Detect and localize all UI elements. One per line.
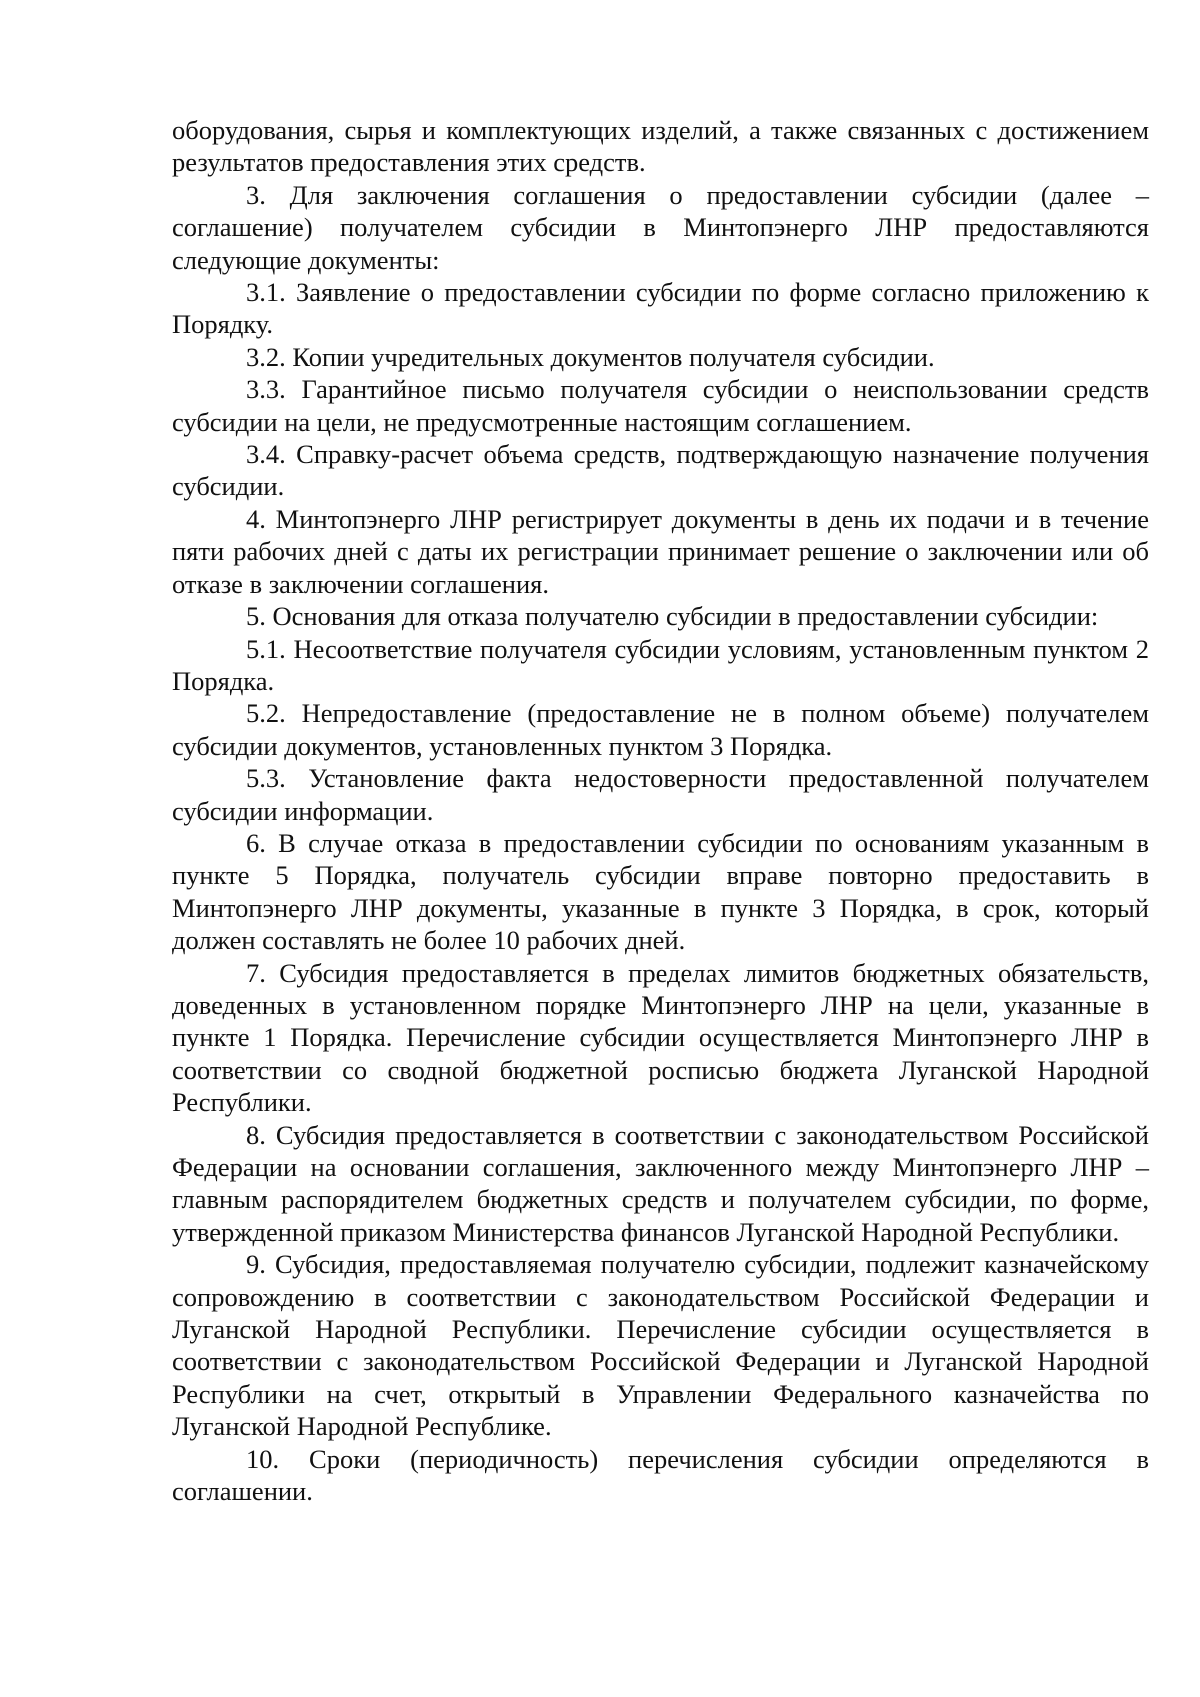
paragraph-continuation: оборудования, сырья и комплектующих изделий, а также связанных с достижением результатов предоставления этих средств. — [172, 115, 1149, 178]
paragraph-10: 10. Сроки (периодичность) перечисления субсидии определяются в соглашении. — [172, 1443, 1149, 1507]
paragraph-3-1: 3.1. Заявление о предоставлении субсидии по форме согласно приложению к Порядку. — [172, 277, 1149, 340]
paragraph-7: 7. Субсидия предоставляется в пределах лимитов бюджетных обязательств, доведенных в установленном порядке Минтопэнерго ЛНР на цели, указанные в пункте 1 Порядка. Перечисление субсидии осуществляется Минтопэнерго ЛНР в соответствии со сводной бюджетной росписью бюджета Луганской Народной Республики. — [172, 957, 1149, 1118]
paragraph-4: 4. Минтопэнерго ЛНР регистрирует документы в день их подачи и в течение пяти рабочих дней с даты их регистрации принимает решение о заключении или об отказе в заключении соглашения. — [172, 503, 1149, 599]
paragraph-5-2: 5.2. Непредоставление (предоставление не в полном объеме) получателем субсидии документов, установленных пунктом 3 Порядка. — [172, 698, 1149, 761]
paragraph-6: 6. В случае отказа в предоставлении субсидии по основаниям указанным в пункте 5 Порядка, получатель субсидии вправе повторно предоставить в Минтопэнерго ЛНР документы, указанные в пункте 3 Порядка, в срок, который должен составлять не более 10 рабочих дней. — [172, 827, 1149, 956]
paragraph-8: 8. Субсидия предоставляется в соответствии с законодательством Российской Федерации на основании соглашения, заключенного между Минтопэнерго ЛНР – главным распорядителем бюджетных средств и получателем субсидии, по форме, утвержденной приказом Министерства финансов Луганской Народной Республики. — [172, 1119, 1149, 1247]
paragraph-9: 9. Субсидия, предоставляемая получателю субсидии, подлежит казначейскому сопровождению в соответствии с законодательством Российской Федерации и Луганской Народной Республики. Перечисление субсидии осуществляется в соответствии с законодательством Российской Федерации и Луганской Народной Республики на счет, открытый в Управлении Федерального казначейства по Луганской Народной Республике. — [172, 1249, 1149, 1442]
paragraph-3-2: 3.2. Копии учредительных документов получателя субсидии. — [246, 341, 935, 372]
paragraph-5-1: 5.1. Несоответствие получателя субсидии условиям, установленным пунктом 2 Порядка. — [172, 633, 1149, 696]
paragraph-5-3: 5.3. Установление факта недостоверности предоставленной получателем субсидии информации. — [172, 763, 1149, 826]
paragraph-3: 3. Для заключения соглашения о предоставлении субсидии (далее – соглашение) получателем субсидии в Минтопэнерго ЛНР предоставляются следующие документы: — [172, 179, 1149, 275]
paragraph-3-3: 3.3. Гарантийное письмо получателя субсидии о неиспользовании средств субсидии на цели, не предусмотренные настоящим соглашением. — [172, 374, 1149, 437]
paragraph-5: 5. Основания для отказа получателю субсидии в предоставлении субсидии: — [246, 601, 1099, 632]
paragraph-3-4: 3.4. Справку-расчет объема средств, подтверждающую назначение получения субсидии. — [172, 439, 1149, 502]
document-body — [172, 114, 1149, 1507]
